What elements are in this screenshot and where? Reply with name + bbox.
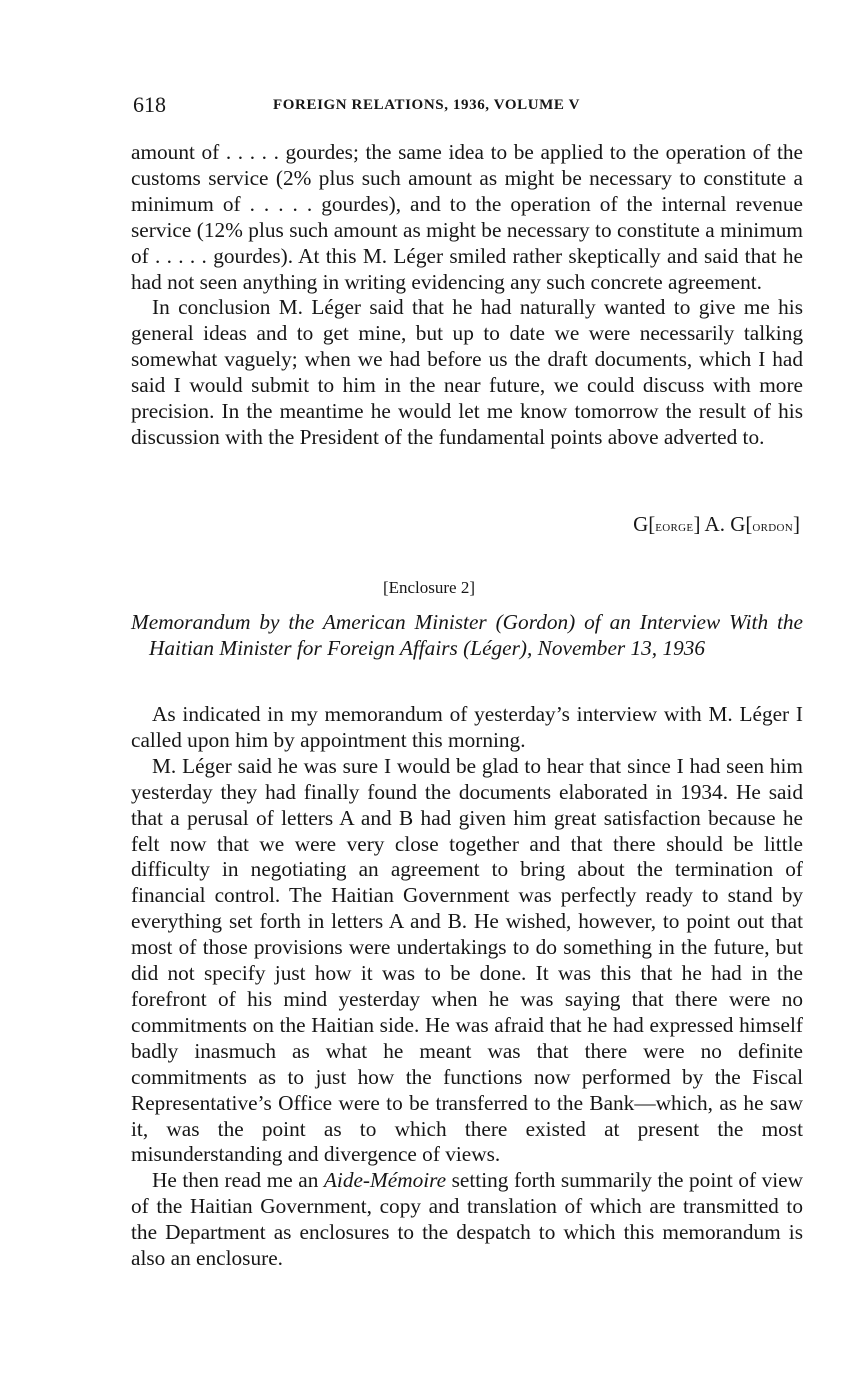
paragraph	[131, 1168, 803, 1272]
memo-title: Memorandum by the American Minister (Gordon) of an Interview With the Haitian Minister for Foreign Affairs (Léger), November 13, 1936	[131, 610, 803, 660]
paragraph: amount of . . . . . gourdes; the same idea to be applied to the operation of the customs service (2% plus such amount as might be necessary to constitute a minimum of . . . . . gourdes), and to the operation of the internal revenue service (12% plus such amount as might be necessary to constitute a minimum of . . . . . gourdes). At this M. Léger smiled rather skeptically and said that he had not seen anything in writing evidencing any such concrete agreement.	[131, 140, 803, 294]
page-number: 618	[133, 92, 166, 117]
signature-part: ] A. G[	[693, 512, 753, 536]
paragraph: M. Léger said he was sure I would be glad to hear that since I had seen him yesterday they had finally found the documents elaborated in 1934. He said that a perusal of letters A and B had given him great satisfaction because he felt now that we were very close together and that there should be little difficulty in negotiating an agreement to bring about the termination of financial control. The Haitian Government was perfectly ready to stand by everything set forth in letters A and B. He wished, however, to point out that most of those provisions were undertakings to do something in the future, but did not specify just how it was to be done. It was this that he had in the forefront of his mind yesterday when he was saying that there were no commitments on the Haitian side. He was afraid that he had expressed himself badly inasmuch as what he meant was that there were no definite commitments as to just how the functions now performed by the Fiscal Representative’s Office were to be transferred to the Bank—which, as he saw it, was the point as to which there existed at present the most misunderstanding and divergence of views.	[131, 753, 803, 1167]
body-text-bottom	[131, 702, 803, 1272]
page-header	[133, 92, 803, 122]
paragraph: In conclusion M. Léger said that he had naturally wanted to give me his general ideas and to get mine, but up to date we were necessarily talking somewhat vaguely; when we had before us the draft documents, which I had said I would submit to him in the near future, we could discuss with more precision. In the meantime he would let me know tomorrow the result of his discussion with the President of the fundamental points above adverted to.	[131, 295, 803, 449]
running-head: FOREIGN RELATIONS, 1936, VOLUME V	[273, 97, 581, 113]
signature	[633, 512, 800, 537]
signature-part: ordon	[752, 519, 793, 535]
signature-part: eorge	[655, 519, 694, 535]
paragraph-part: He then read me an	[152, 1168, 324, 1193]
body-text-top	[131, 140, 803, 451]
paragraph-part: setting forth summarily the point of view of the Haitian Government, copy and translation of which are transmitted to the Department as enclosures to the despatch to which this memorandum is also an enclosure.	[131, 1168, 803, 1271]
enclosure-label: [Enclosure 2]	[382, 578, 476, 597]
aide-memoire-term: Aide-Mémoire	[323, 1168, 447, 1193]
paragraph: As indicated in my memorandum of yesterday’s interview with M. Léger I called upon him by appointment this morning.	[131, 702, 803, 752]
signature-part: ]	[793, 512, 800, 536]
signature-part: G[	[633, 512, 656, 536]
